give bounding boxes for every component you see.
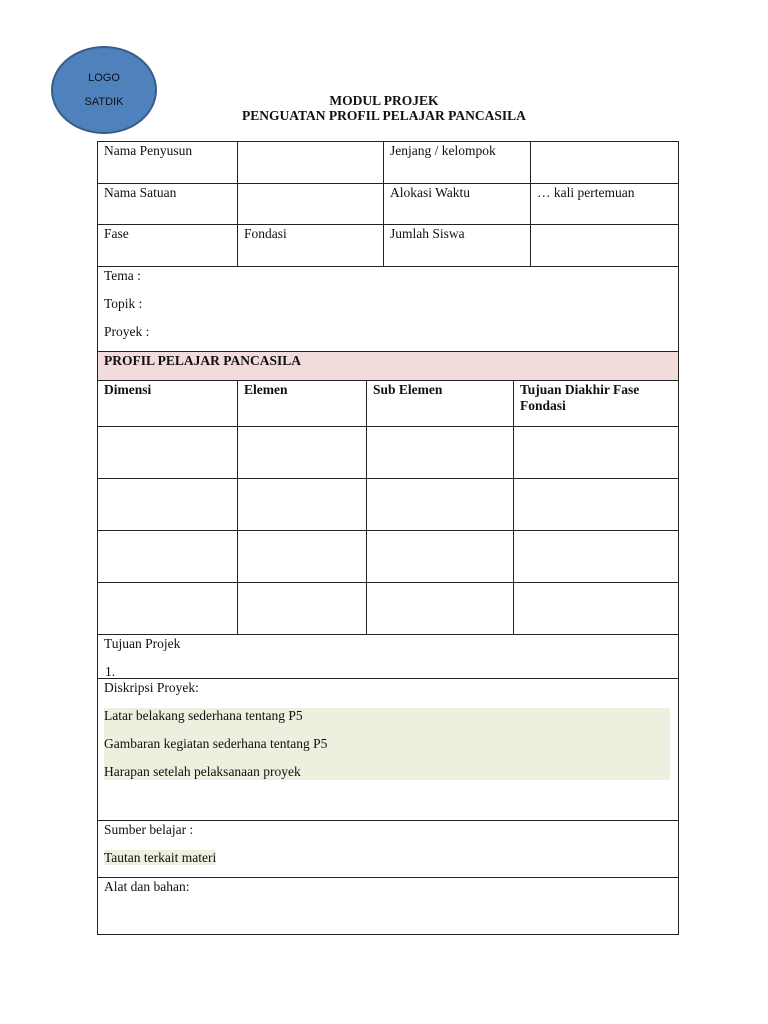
table-cell[interactable] <box>98 427 238 478</box>
module-form <box>97 141 679 935</box>
table-cell[interactable] <box>98 531 238 582</box>
document-subtitle: PENGUATAN PROFIL PELAJAR PANCASILA <box>242 108 526 123</box>
table-cell[interactable] <box>367 479 514 530</box>
profil-header-label: PROFIL PELAJAR PANCASILA <box>104 353 302 368</box>
table-row <box>98 583 678 635</box>
jumlah-siswa-field[interactable] <box>531 225 678 266</box>
identity-row-1 <box>98 142 678 184</box>
table-cell[interactable] <box>367 427 514 478</box>
jenjang-label: Jenjang / kelompok <box>384 142 531 183</box>
table-cell[interactable] <box>514 531 678 582</box>
topik-label: Topik : <box>104 296 143 311</box>
table-row <box>98 479 678 531</box>
sumber-section <box>98 821 678 878</box>
table-cell[interactable] <box>514 583 678 634</box>
table-row <box>98 427 678 479</box>
table-cell[interactable] <box>238 583 367 634</box>
profil-header <box>98 352 678 381</box>
nama-penyusun-field[interactable] <box>238 142 384 183</box>
sumber-link[interactable]: Tautan terkait materi <box>104 850 217 865</box>
tujuan-projek-label: Tujuan Projek <box>104 636 181 651</box>
table-cell[interactable] <box>367 583 514 634</box>
sumber-label: Sumber belajar : <box>104 822 194 837</box>
document-title: MODUL PROJEK <box>329 93 439 108</box>
jumlah-siswa-label: Jumlah Siswa <box>384 225 531 266</box>
table-row <box>98 531 678 583</box>
alat-label: Alat dan bahan: <box>104 879 190 894</box>
tema-label: Tema : <box>104 268 141 283</box>
table-cell[interactable] <box>98 479 238 530</box>
nama-penyusun-label: Nama Penyusun <box>98 142 238 183</box>
table-cell[interactable] <box>238 531 367 582</box>
col-sub-elemen: Sub Elemen <box>367 381 514 426</box>
tujuan-projek-section <box>98 635 678 679</box>
table-cell[interactable] <box>238 427 367 478</box>
nama-satuan-label: Nama Satuan <box>98 184 238 224</box>
tujuan-projek-item[interactable]: 1. <box>105 664 116 679</box>
deskripsi-line-gambaran[interactable]: Gambaran kegiatan sederhana tentang P5 <box>104 736 670 764</box>
table-cell[interactable] <box>514 479 678 530</box>
deskripsi-label: Diskripsi Proyek: <box>104 680 199 695</box>
nama-satuan-field[interactable] <box>238 184 384 224</box>
table-cell[interactable] <box>367 531 514 582</box>
deskripsi-line-harapan[interactable]: Harapan setelah pelaksanaan proyek <box>104 764 670 780</box>
deskripsi-line-latar[interactable]: Latar belakang sederhana tentang P5 <box>104 708 670 736</box>
tema-section <box>98 267 678 352</box>
col-dimensi: Dimensi <box>98 381 238 426</box>
logo-placeholder <box>51 46 157 134</box>
table-cell[interactable] <box>98 583 238 634</box>
logo-text: LOGO <box>88 72 120 84</box>
table-cell[interactable] <box>238 479 367 530</box>
identity-row-3 <box>98 225 678 267</box>
jenjang-field[interactable] <box>531 142 678 183</box>
col-elemen: Elemen <box>238 381 367 426</box>
fase-label: Fase <box>98 225 238 266</box>
col-tujuan: Tujuan Diakhir Fase Fondasi <box>520 382 640 413</box>
alokasi-waktu-label: Alokasi Waktu <box>384 184 531 224</box>
identity-row-2 <box>98 184 678 225</box>
logo-subtext: SATDIK <box>84 96 124 108</box>
alokasi-waktu-field[interactable]: … kali pertemuan <box>537 185 635 200</box>
profil-columns <box>98 381 678 427</box>
deskripsi-section <box>98 679 678 821</box>
table-cell[interactable] <box>514 427 678 478</box>
fase-field[interactable]: Fondasi <box>238 225 384 266</box>
alat-section <box>98 878 678 934</box>
proyek-label: Proyek : <box>104 324 150 339</box>
